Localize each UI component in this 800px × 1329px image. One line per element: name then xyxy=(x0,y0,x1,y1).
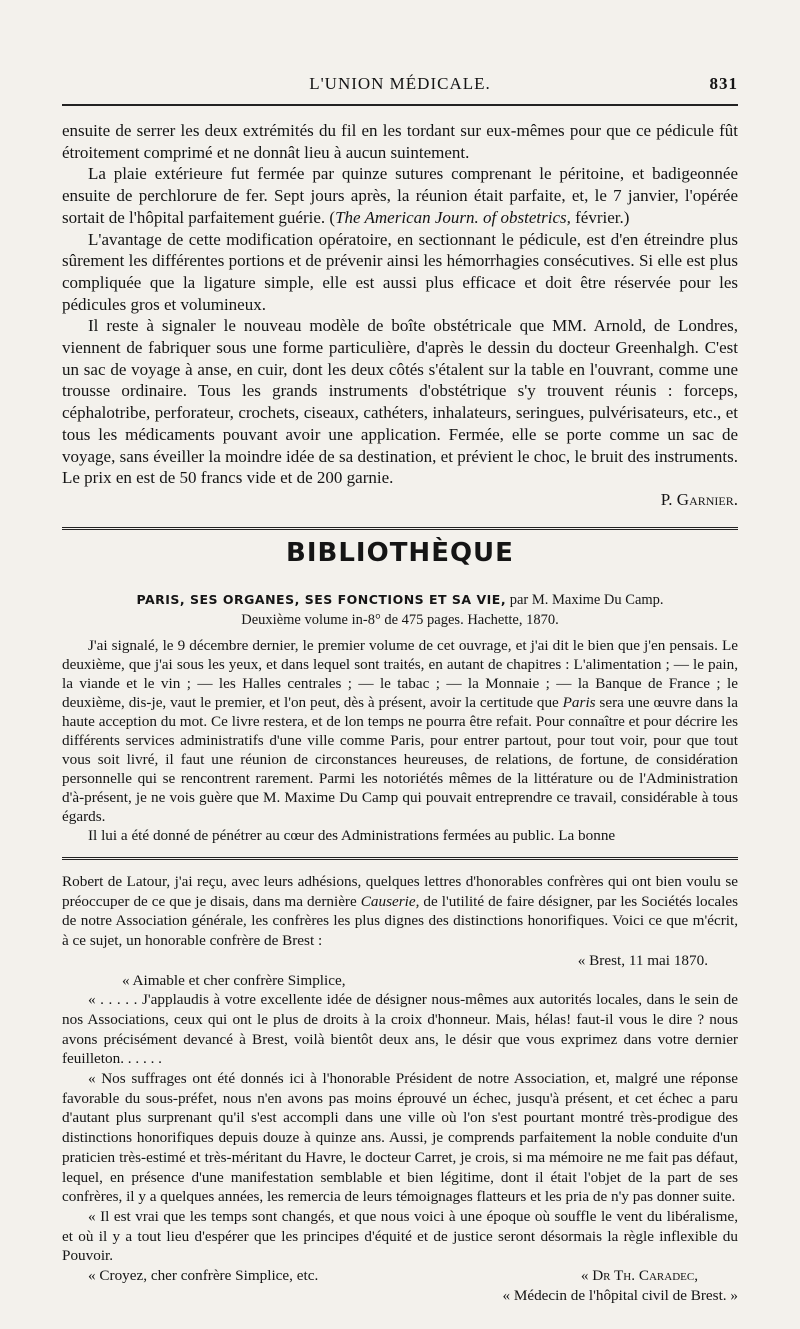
paragraph: J'ai signalé, le 9 décembre dernier, le premier volume de cet ouvrage, et j'ai dit le bien que j'en pensais. Le deuxième, que j'ai sous les yeux, et dans lequel sont traités, en autant de chapitres : L'alimentation ; — le pain, la viande et le vin ; — les Halles centrales ; — le tabac ; — la Monnaie ; — la Banque de France ; le deuxième, dis-je, vaut le premier, et l'on peut, dès à présent, avoir la certitude que Paris sera une œuvre dans la haute acception du mot. Ce livre restera, et de lon temps ne pourra être refait. Pour connaître et pour décrire les différents services administratifs d'une ville comme Paris, pour entrer partout, pour tout voir, pour que tout vous soit livré, il faut une réunion de circonstances heureuses, de relations, de fortune, de considération personnelle qui se rencontrent rarement. Parmi les notoriétés mêmes de la littérature ou de l'Administration d'à-présent, je ne vois guère que M. Maxime Du Camp qui pouvait entreprendre ce travail, considérable à tous égards. xyxy=(62,637,738,825)
journal-title: L'UNION MÉDICALE. xyxy=(309,74,491,93)
closing-formula: « Croyez, cher confrère Simplice, etc. xyxy=(88,1267,319,1285)
citation: The American Journ. of obstetrics, xyxy=(335,207,571,227)
paragraph: Robert de Latour, j'ai reçu, avec leurs adhésions, quelques lettres d'honorables confrères qui ont bien voulu se préoccuper de ce que je disais, dans ma dernière Causerie, de l'utilité de faire désigner, par les Sociétés locales de notre Association générale, les confrères les plus dignes des distinctions honorifiques. Voici ce que m'écrit, à ce sujet, un honorable confrère de Brest : xyxy=(62,873,738,950)
letter-signature: « Dr Th. Caradec, xyxy=(580,1267,698,1285)
book-title: PARIS, SES ORGANES, SES FONCTIONS ET SA VIE, xyxy=(136,592,507,607)
header-rule xyxy=(62,104,738,106)
section-title: BIBLIOTHÈQUE xyxy=(286,538,514,568)
paragraph: Il lui a été donné de pénétrer au cœur des Administrations fermées au public. La bonne xyxy=(88,827,616,844)
book-author: par M. Maxime Du Camp. xyxy=(506,592,664,608)
running-header xyxy=(62,74,738,104)
page-number: 831 xyxy=(709,74,738,93)
paragraph: « Il est vrai que les temps sont changés, et que nous voici à une époque où souffle le vent du libéralisme, et où il y a tout lieu d'espérer que les principes d'équité et de justice seront désormais la règle inflexible du Pouvoir. xyxy=(62,1207,738,1265)
signer-title: « Médecin de l'hôpital civil de Brest. » xyxy=(502,1286,738,1304)
salutation: « Aimable et cher confrère Simplice, xyxy=(122,971,346,989)
paragraph: « . . . . . J'applaudis à votre excellente idée de désigner nous-mêmes aux autorités locales, dans le sein de nos Associations, ceux qui ont le plus de droits à la croix d'honneur. Mais, hélas! faut-il vous le dire ? nous avons précisément devancé à Brest, voilà bientôt deux ans, le désir que vous exprimez dans votre dernier feuilleton. . . . . . xyxy=(62,991,738,1068)
author-signature: P. Garnier. xyxy=(660,489,738,509)
feuilleton-rule xyxy=(62,857,738,860)
top-article xyxy=(62,120,738,511)
paragraph: La plaie extérieure fut fermée par quinze sutures comprenant le péritoine, et badigeonnée ensuite de perchlorure de fer. Sept jours après, la réunion était parfaite, et, le 7 janvier, l'opérée sortait de l'hôpital parfaitement guérie. (The American Journ. of obstetrics, février.) xyxy=(62,164,738,227)
feuilleton-text xyxy=(62,872,738,1305)
paragraph: Il reste à signaler le nouveau modèle de boîte obstétricale que MM. Arnold, de Londres, viennent de fabriquer sous une forme particulière, d'après le dessin du docteur Greenhalgh. C'est un sac de voyage à anse, en cuir, dont les deux côtés s'étalent sur la table en l'ouvrant, comme une trousse ordinaire. Tous les grands instruments d'obstétrique s'y trouvent réunis : forceps, céphalotribe, perforateur, crochets, ciseaux, cathéters, inhalateurs, seringues, pulvérisateurs, etc., et tous les médicaments pouvant avoir une application. Fermée, elle se porte comme un sac de voyage, sans éveiller la moindre idée de sa destination, et prévient le choc, le bruit des instruments. Le prix en est de 50 francs vide et de 200 garnie. xyxy=(62,316,738,488)
letter-closing xyxy=(62,1266,738,1286)
section-rule xyxy=(62,527,738,530)
paragraph: « Nos suffrages ont été donnés ici à l'honorable Président de notre Association, et, malgré une réponse favorable du sous-préfet, nous n'en avons pas moins éprouvé un échec, jusqu'à présent, et cet échec a paru d'autant plus surprenant qu'il s'est accompli dans une ville où l'on s'est pourtant montré très-prodigue des distinctions honorifiques depuis douze à quinze ans. Aussi, je comprends parfaitement la noble conduite d'un praticien très-estimé et très-méritant du Havre, le docteur Carret, je crois, si ma mémoire ne me fait pas défaut, lequel, en présence d'une manifestation semblable et bien légitime, dont il était l'objet de la part de ses confrères, il y a quelques années, les remercia de leurs témoignages flatteurs et les pria de n'y pas donner suite. xyxy=(62,1070,738,1206)
book-details: Deuxième volume in-8° de 475 pages. Hachette, 1870. xyxy=(241,612,559,628)
review-text xyxy=(62,636,738,845)
paragraph: L'avantage de cette modification opératoire, en sectionnant le pédicule, est d'en étreindre plus sûrement les différentes portions et de prévenir ainsi les hémorrhagies consécutives. Si elle est plus compliquée que la ligature simple, elle est aussi plus efficace et doit être réservée pour les pédicules gros et volumineux. xyxy=(62,229,738,314)
book-reference xyxy=(62,590,738,630)
paragraph: ensuite de serrer les deux extrémités du fil en les tordant sur eux-mêmes pour que ce pédicule fût étroitement comprimé et ne donnât lieu à aucun suintement. xyxy=(62,121,738,162)
dateline: « Brest, 11 mai 1870. xyxy=(577,951,708,969)
